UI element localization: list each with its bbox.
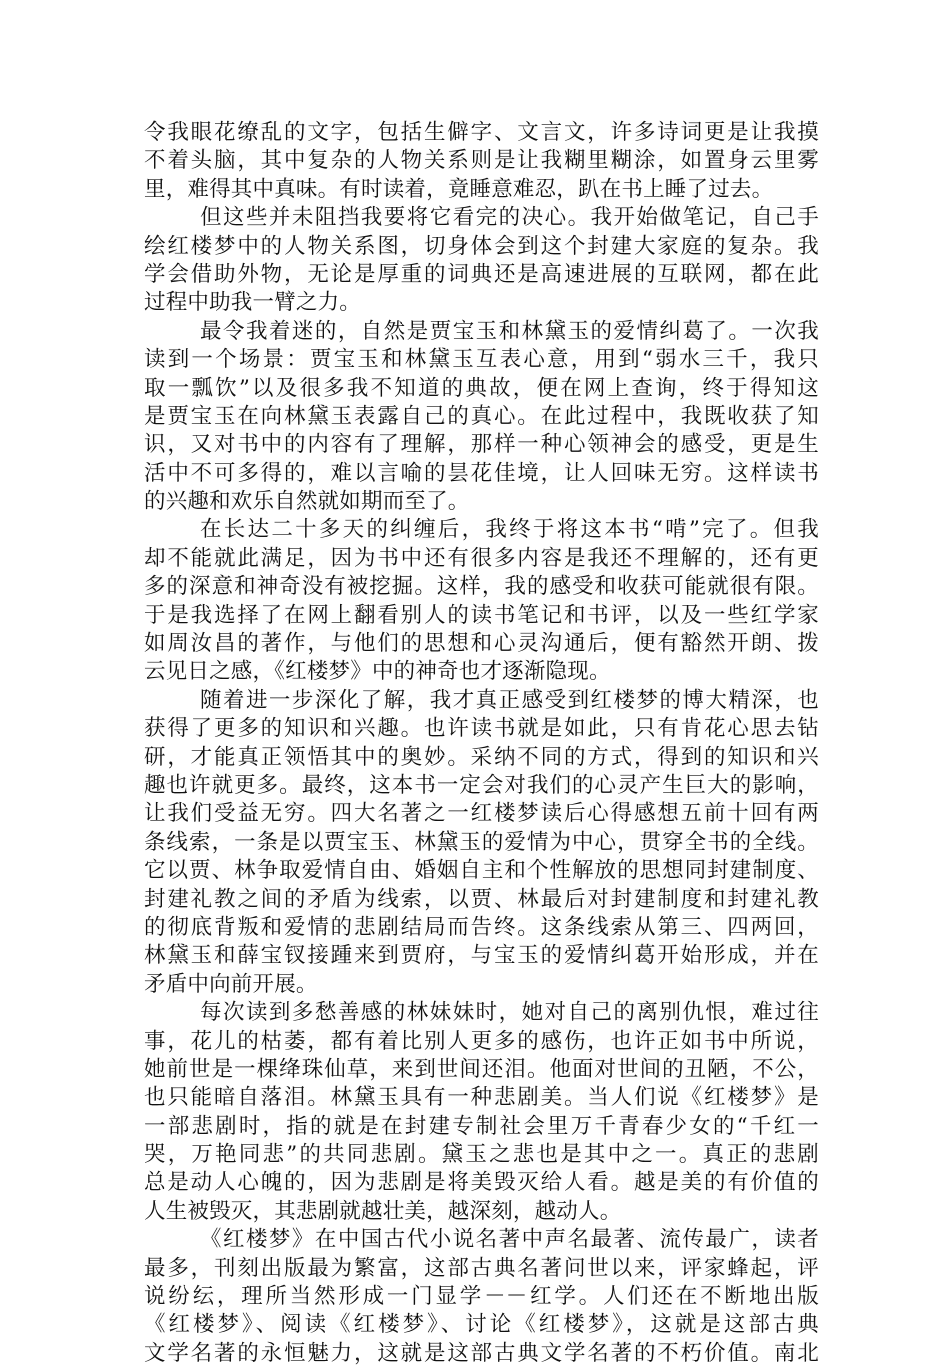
text-line: 令我眼花缭乱的文字，包括生僻字、文言文，许多诗词更是让我摸 bbox=[144, 120, 819, 145]
text-line: 它以贾、林争取爱情自由、婚姻自主和个性解放的思想同封建制度、 bbox=[144, 858, 819, 884]
text-line: 一部悲剧时，指的就是在封建专制社会里万千青春少女的“千红一 bbox=[144, 1113, 819, 1139]
text-line: 在长达二十多天的纠缠后，我终于将这本书“啃”完了。但我 bbox=[200, 517, 819, 543]
text-line: 读到一个场景：贾宝玉和林黛玉互表心意，用到“弱水三千，我只 bbox=[144, 347, 819, 373]
text-line: 人生被毁灭，其悲剧就越壮美，越深刻，越动人。 bbox=[144, 1198, 622, 1224]
text-line: 活中不可多得的，难以言喻的昙花佳境，让人回味无穷。这样读书 bbox=[144, 460, 819, 486]
text-line: 说纷纭，理所当然形成一门显学－－红学。人们还在不断地出版 bbox=[144, 1284, 819, 1310]
text-line: 于是我选择了在网上翻看别人的读书笔记和书评，以及一些红学家 bbox=[144, 602, 819, 628]
text-line: 文学名著的永恒魅力，这就是这部古典文学名著的不朽价值。南北 bbox=[144, 1340, 819, 1366]
text-line: 云见日之感，《红楼梦》中的神奇也才逐渐隐现。 bbox=[144, 659, 611, 685]
body-text bbox=[144, 119, 819, 1368]
text-line: 的彻底背叛和爱情的悲剧结局而告终。这条线索从第三、四两回， bbox=[144, 914, 819, 940]
text-line: 最令我着迷的，自然是贾宝玉和林黛玉的爱情纠葛了。一次我 bbox=[200, 318, 819, 344]
text-line: 随着进一步深化了解，我才真正感受到红楼梦的博大精深，也 bbox=[200, 687, 819, 713]
text-line: 绘红楼梦中的人物关系图，切身体会到这个封建大家庭的复杂。我 bbox=[144, 233, 819, 259]
text-line: 让我们受益无穷。四大名著之一红楼梦读后心得感想五前十回有两 bbox=[144, 801, 819, 827]
text-line: 最多，刊刻出版最为繁富，这部古典名著问世以来，评家蜂起，评 bbox=[144, 1255, 819, 1281]
text-line: 《红楼梦》在中国古代小说名著中声名最著、流传最广，读者 bbox=[200, 1227, 819, 1253]
text-line: 却不能就此满足，因为书中还有很多内容是我还不理解的，还有更 bbox=[144, 545, 819, 571]
text-line: 条线索，一条是以贾宝玉、林黛玉的爱情为中心，贯穿全书的全线。 bbox=[144, 829, 819, 855]
text-line: 不着头脑，其中复杂的人物关系则是让我糊里糊涂，如置身云里雾 bbox=[144, 148, 819, 174]
text-line: 过程中助我一臂之力。 bbox=[144, 290, 362, 316]
text-line: 获得了更多的知识和兴趣。也许读书就是如此，只有肯花心思去钻 bbox=[144, 716, 819, 742]
text-line: 学会借助外物，无论是厚重的词典还是高速进展的互联网，都在此 bbox=[144, 261, 819, 287]
text-line: 事，花儿的枯萎，都有着比别人更多的感伤，也许正如书中所说， bbox=[144, 1028, 819, 1054]
text-line: 哭，万艳同悲”的共同悲剧。黛玉之悲也是其中之一。真正的悲剧 bbox=[144, 1142, 819, 1168]
text-line: 林黛玉和薛宝钗接踵来到贾府，与宝玉的爱情纠葛开始形成，并在 bbox=[144, 943, 819, 969]
text-line: 多的深意和神奇没有被挖掘。这样，我的感受和收获可能就很有限。 bbox=[144, 574, 819, 600]
text-line: 她前世是一棵绛珠仙草，来到世间还泪。他面对世间的丑陋，不公， bbox=[144, 1056, 819, 1082]
text-line: 里，难得其中真味。有时读着，竟睡意难忍，趴在书上睡了过去。 bbox=[144, 176, 774, 202]
text-line: 研，才能真正领悟其中的奥妙。采纳不同的方式，得到的知识和兴 bbox=[144, 744, 819, 770]
text-line: 总是动人心魄的，因为悲剧是将美毁灭给人看。越是美的有价值的 bbox=[144, 1170, 819, 1196]
text-line: 如周汝昌的著作，与他们的思想和心灵沟通后，便有豁然开朗、拨 bbox=[144, 631, 819, 657]
text-line: 但这些并未阻挡我要将它看完的决心。我开始做笔记，自己手 bbox=[200, 205, 819, 231]
text-line: 取一瓢饮”以及很多我不知道的典故，便在网上查询，终于得知这 bbox=[144, 375, 819, 401]
text-line: 《红楼梦》、阅读《红楼梦》、讨论《红楼梦》，这就是这部古典 bbox=[144, 1312, 819, 1338]
text-line: 封建礼教之间的矛盾为线索，以贾、林最后对封建制度和封建礼教 bbox=[144, 886, 819, 912]
text-line: 识，又对书中的内容有了理解，那样一种心领神会的感受，更是生 bbox=[144, 432, 819, 458]
text-line: 每次读到多愁善感的林妹妹时，她对自己的离别仇恨，难过往 bbox=[200, 1000, 819, 1026]
text-line: 是贾宝玉在向林黛玉表露自己的真心。在此过程中，我既收获了知 bbox=[144, 403, 819, 429]
text-line: 的兴趣和欢乐自然就如期而至了。 bbox=[144, 489, 470, 515]
text-line: 趣也许就更多。最终，这本书一定会对我们的心灵产生巨大的影响， bbox=[144, 772, 819, 798]
text-line: 也只能暗自落泪。林黛玉具有一种悲剧美。当人们说《红楼梦》是 bbox=[144, 1085, 819, 1111]
text-line: 矛盾中向前开展。 bbox=[144, 971, 318, 997]
